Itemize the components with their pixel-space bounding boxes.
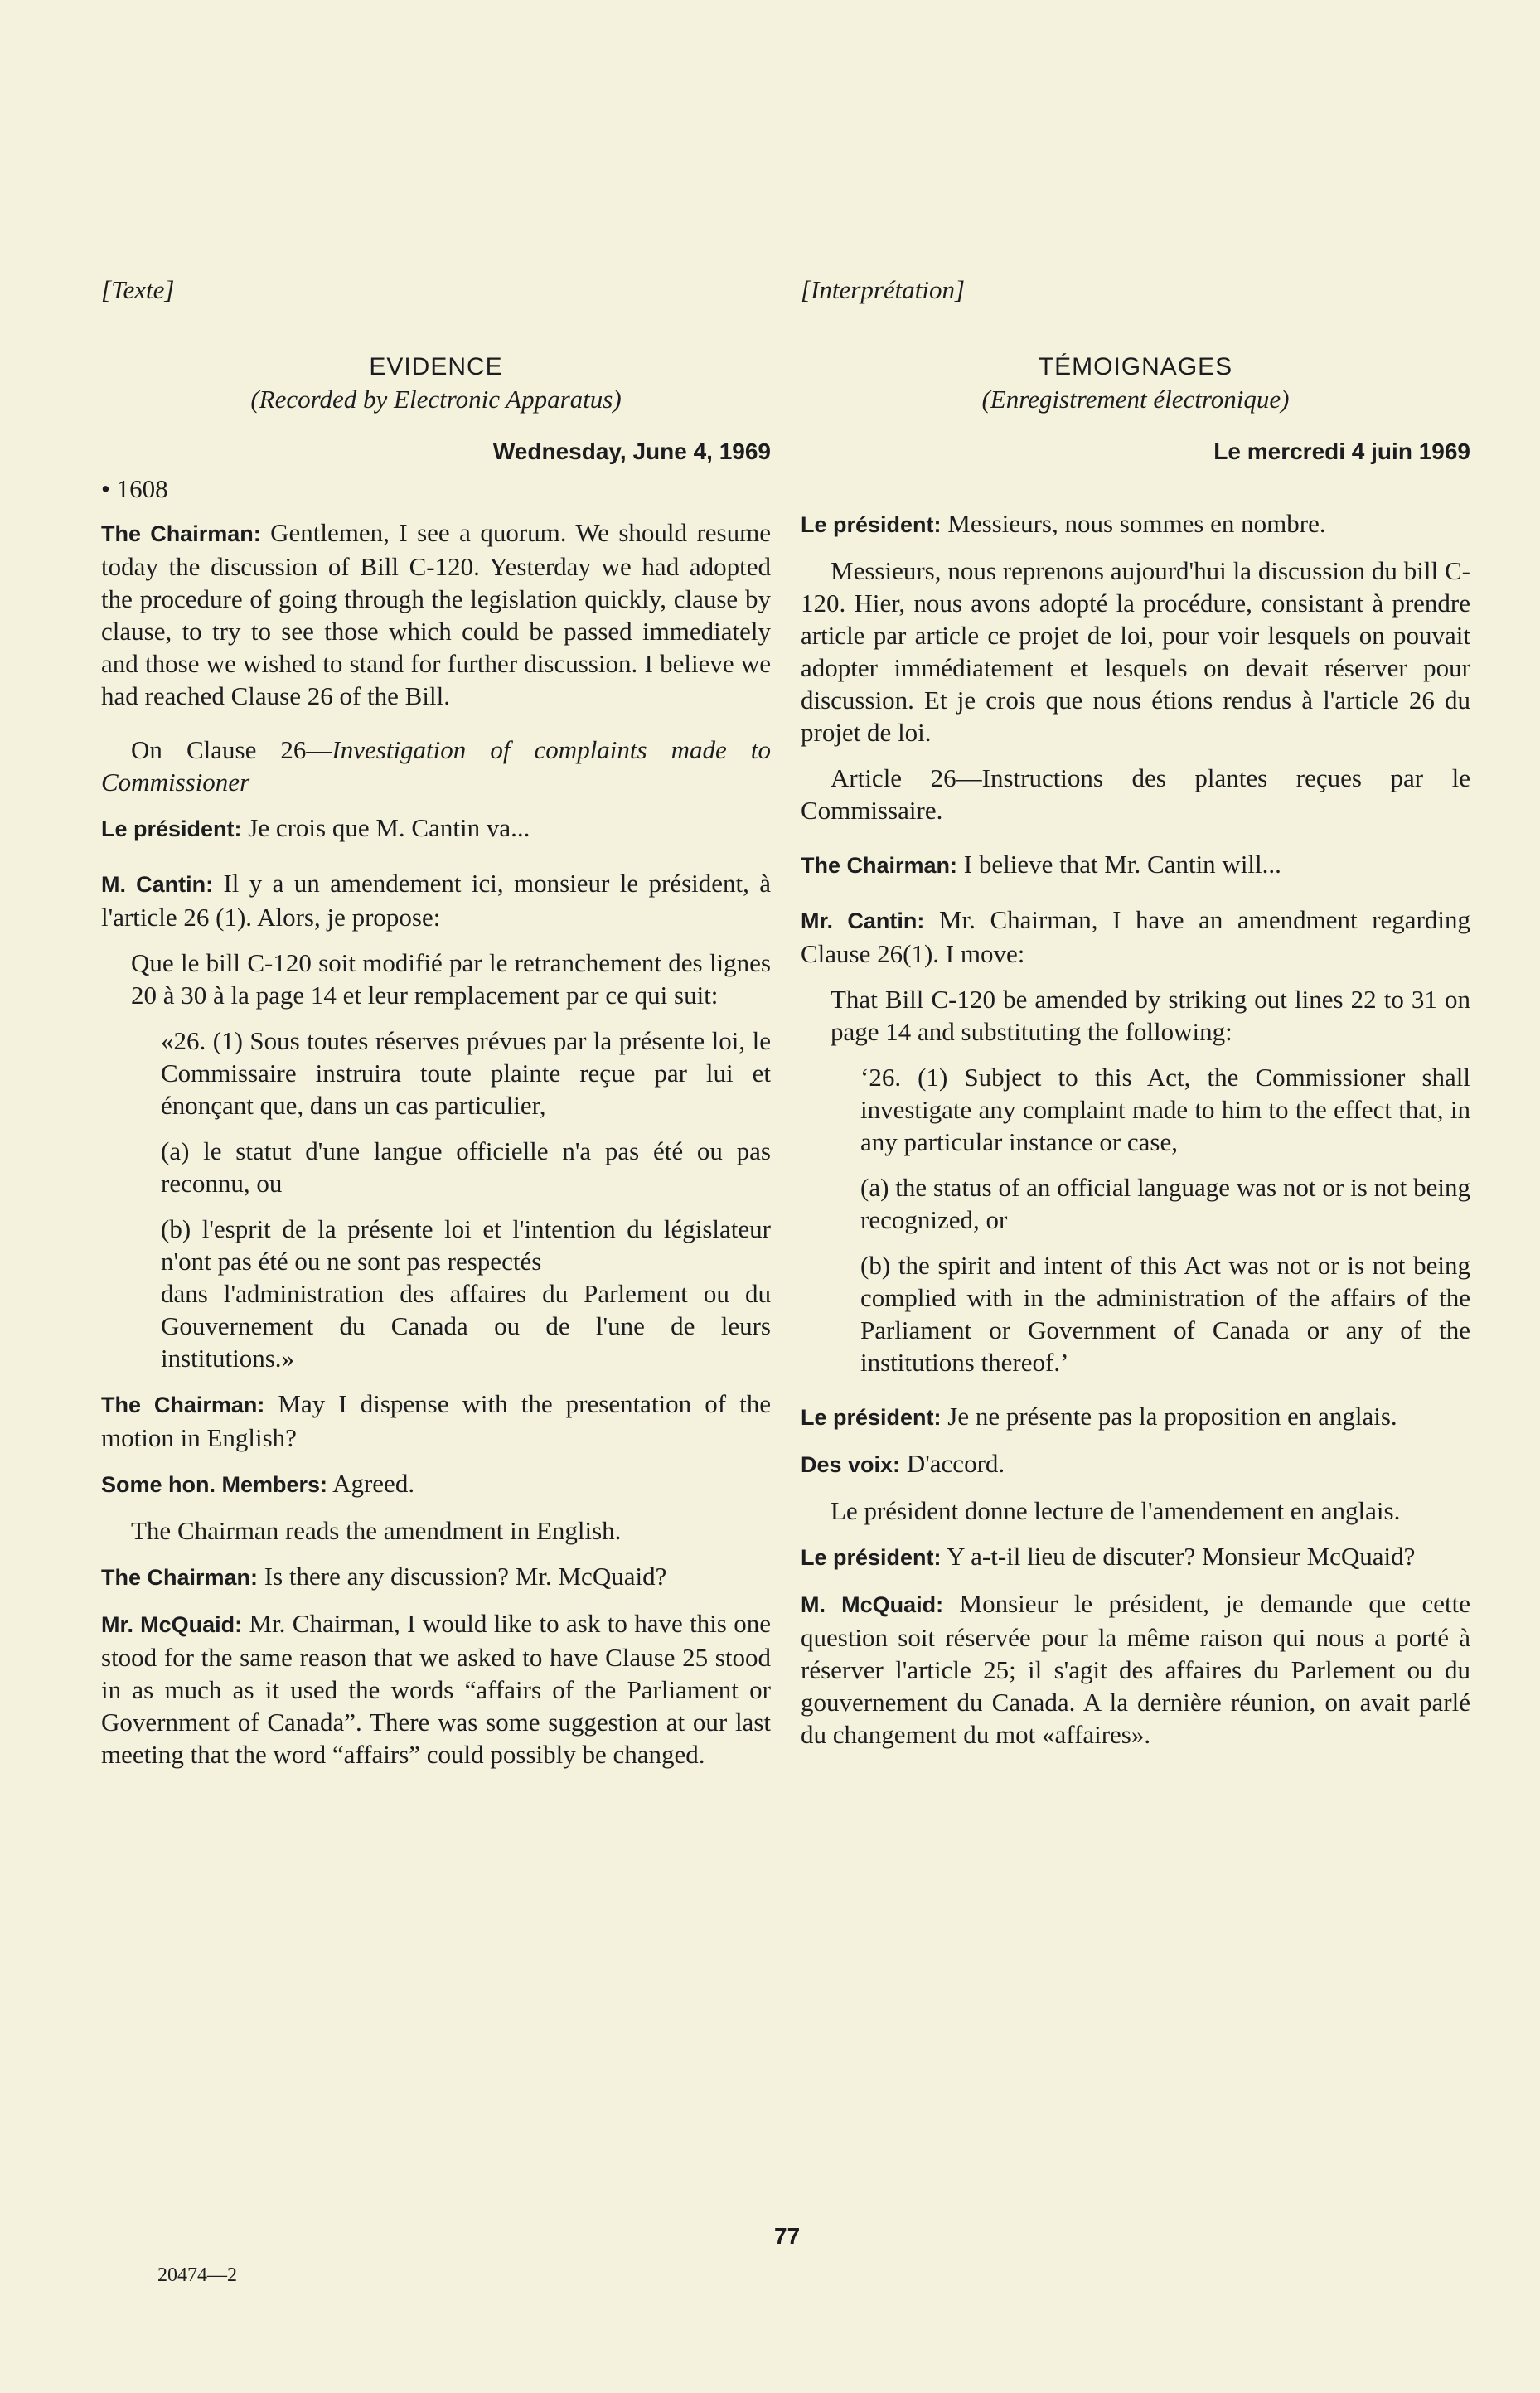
recording-subheading: (Enregistrement électronique) (981, 385, 1290, 414)
speaker-name: Mr. McQuaid: (101, 1612, 243, 1637)
time-marker: • 1608 (101, 474, 168, 503)
temoignages-heading: TÉMOIGNAGES (1038, 353, 1233, 380)
clause-item-b-english: (b) the spirit and intent of this Act was not or is not being complied with in the administration of the affairs of the Parliament or Government of Canada or any of the institutions thereof.’ (860, 1251, 1470, 1377)
stage-direction: The Chairman reads the amendment in English. (131, 1516, 622, 1545)
clause-text-french: «26. (1) Sous toutes réserves prévues par la présente loi, le Commissaire instruira toute plainte reçue par lui et énonçant que, dans un cas particulier, (161, 1026, 771, 1120)
evidence-heading: EVIDENCE (369, 353, 503, 380)
speaker-name: Des voix: (801, 1452, 901, 1477)
speaker-name: The Chairman: (101, 1565, 259, 1590)
statement-text: Je ne présente pas la proposition en anglais. (941, 1402, 1397, 1431)
statement-chairman-cantin (801, 848, 1470, 882)
interpretation-tag: [Interprétation] (801, 275, 966, 304)
meeting-date: Le mercredi 4 juin 1969 (1213, 438, 1470, 464)
statement-members-agreed (101, 1467, 771, 1501)
speaker-name: M. McQuaid: (801, 1592, 944, 1617)
statement-voix-accord (801, 1447, 1470, 1481)
speaker-name: Mr. Cantin: (801, 908, 925, 933)
text-tag: [Texte] (101, 275, 175, 304)
statement-text: Je crois que M. Cantin va... (241, 813, 530, 842)
clause-heading (101, 734, 771, 798)
clause-text-english: ‘26. (1) Subject to this Act, the Commissioner shall investigate any complaint made to him to the effect that, in any particular instance or case, (860, 1063, 1470, 1156)
speaker-name: The Chairman: (101, 521, 261, 546)
statement-text: Mr. Chairman, I would like to ask to have this one stood for the same reason that we asked to have Clause 25 stood in as much as it used the words “affairs of the Parliament or Government of Canada”. There was some suggestion at our last meeting that the word “affairs” could possibly be changed. (101, 1609, 771, 1769)
right-column-french (801, 274, 1470, 1764)
statement-cantin-amendment (801, 903, 1470, 970)
speaker-name: M. Cantin: (101, 872, 214, 897)
statement-text: Monsieur le président, je demande que cette question soit réservée pour la même raison qui nous a porté à réserver l'article 25; il s'agit des affaires du Parlement ou du gouvernement du Canada. A la dernière réunion, on avait parlé du changement du mot «affaires». (801, 1589, 1470, 1749)
page-number: 77 (774, 2223, 801, 2249)
statement-president-cantin (101, 811, 771, 845)
statement-text: Messieurs, nous sommes en nombre. (941, 509, 1326, 538)
statement-text: Gentlemen, I see a quorum. We should resume today the discussion of Bill C-120. Yesterday we had adopted the procedure of going through the legislation quickly, clause by clause, to try to see those which could be passed immediately and those we wished to stand for further discussion. I believe we had reached Clause 26 of the Bill. (101, 518, 771, 710)
clause-heading: Article 26—Instructions des plantes reçues par le Commissaire. (801, 763, 1470, 825)
clause-label: On Clause 26— (131, 735, 332, 764)
statement-text: I believe that Mr. Cantin will... (957, 850, 1281, 879)
speaker-name: Le président: (801, 1405, 942, 1430)
statement-text: Mr. Chairman, I have an amendment regarding Clause 26(1). I move: (801, 905, 1470, 968)
statement-continuation: Messieurs, nous reprenons aujourd'hui la discussion du bill C-120. Hier, nous avons adopté la procédure, consistant à prendre article par article ce projet de loi, pour voir lesquels on pouvait adopter immédiatement et lesquels on devait réserver pour discussion. Et je crois que nous étions rendus à l'article 26 du projet de loi. (801, 556, 1470, 747)
speaker-name: Le président: (801, 512, 942, 537)
recording-subheading: (Recorded by Electronic Apparatus) (250, 385, 622, 414)
statement-text: D'accord. (900, 1449, 1005, 1478)
clause-item-b-french: (b) l'esprit de la présente loi et l'intention du législateur n'ont pas été ou ne sont pas respectés (161, 1214, 771, 1276)
statement-text: Is there any discussion? Mr. McQuaid? (258, 1562, 667, 1591)
statement-president-proposition (801, 1400, 1470, 1434)
speaker-name: Some hon. Members: (101, 1472, 328, 1497)
statement-text: May I dispense with the presentation of the motion in English? (101, 1389, 772, 1452)
statement-text: Il y a un amendement ici, monsieur le président, à l'article 26 (1). Alors, je propose: (101, 869, 771, 932)
speaker-name: Le président: (101, 816, 242, 841)
clause-closing-french: dans l'administration des affaires du Parlement ou du Gouvernement du Canada ou de l'une de leurs institutions.» (161, 1279, 771, 1373)
statement-cantin-amendment (101, 867, 771, 933)
stage-direction: Le président donne lecture de l'amendement en anglais. (831, 1496, 1401, 1525)
statement-chairman-discussion (101, 1560, 771, 1594)
left-column-english (101, 274, 771, 1784)
statement-chairman-quorum (101, 516, 771, 712)
statement-president-quorum (801, 507, 1470, 541)
statement-president-discussion (801, 1540, 1470, 1574)
speaker-name: Le président: (801, 1545, 942, 1570)
document-number: 20474—2 (157, 2265, 237, 2286)
clause-title: Investigation of complaints made to Commissioner (101, 735, 772, 797)
clause-item-a-french: (a) le statut d'une langue officielle n'a pas été ou pas reconnu, ou (161, 1136, 771, 1198)
speaker-name: The Chairman: (101, 1393, 265, 1417)
statement-text: Y a-t-il lieu de discuter? Monsieur McQuaid? (941, 1542, 1416, 1571)
statement-chairman-dispense (101, 1388, 771, 1454)
statement-text: Agreed. (327, 1469, 415, 1498)
meeting-date: Wednesday, June 4, 1969 (492, 438, 771, 464)
motion-text-english: That Bill C-120 be amended by striking out lines 22 to 31 on page 14 and substituting the following: (831, 985, 1470, 1046)
motion-text-french: Que le bill C-120 soit modifié par le retranchement des lignes 20 à 30 à la page 14 et leur remplacement par ce qui suit: (131, 948, 771, 1010)
statement-mcquaid (801, 1587, 1470, 1751)
statement-mcquaid (101, 1607, 771, 1771)
speaker-name: The Chairman: (801, 853, 958, 878)
clause-item-a-english: (a) the status of an official language was not or is not being recognized, or (860, 1173, 1470, 1234)
